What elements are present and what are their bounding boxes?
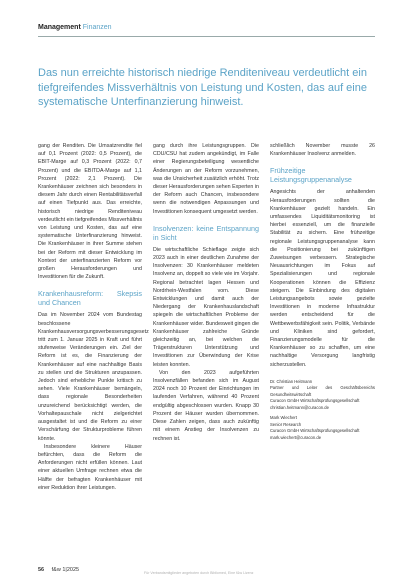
page-footer <box>38 567 79 573</box>
subheading: Insolvenzen: keine Entspannung in Sicht <box>153 223 259 242</box>
author-email: christian.heitmann@curacon.de <box>270 404 329 410</box>
author-contact-2 <box>270 415 375 441</box>
author-name: Mark Wiechert <box>270 415 297 421</box>
author-contact-1 <box>270 379 375 412</box>
paragraph: Von den 2023 aufgeführten Insolvenzfällen befanden sich im August 2024 noch 10 Prozent der Einrichtungen im laufenden Verfahren, während 40 Prozent endgültig abgeschlossen wurden. Knapp 30 Prozent der Häuser wurden übernommen. Diese Zahlen zeigen, dass auch zukünftig mit einem Anstieg der Insolvenzen zu rechnen ist. <box>153 369 259 442</box>
paragraph: schließlich November musste 26 Krankenhäuser Insolvenz anmelden. <box>270 143 375 158</box>
page-number: 56 <box>38 567 45 573</box>
subsection-label: Finanzen <box>82 24 112 31</box>
author-name: Dr. Christian Heitmann <box>270 378 313 384</box>
paragraph: Die wirtschaftliche Schieflage zeigte sich 2023 auch in einer deutlichen Zunahme der Insolvenzen: 30 Krankenhäuser meldeten Insolvenz an, doppelt so viele wie im Vorjahr. Regional betrachtet lagen Hessen und Nordrhein-Westfalen vorn. Diese Entwicklungen und damit auch der Niedergang der Krankenhauslandschaft spiegeln die wirtschaftlichen Probleme der Krankenhäuser wider. Bundesweit gingen die Krankenhäuser zahlreiche Gründe gleichzeitig an, bei welchen die Trägerstrukturen Unterstützung und Investitionen zur Überwindung der Krise leisten konnten. <box>153 246 260 368</box>
text-column-3 <box>270 142 375 445</box>
subheading: Krankenhausreform: Skepsis und Chancen <box>38 289 142 308</box>
paragraph: gang durch ihre Leistungsgruppen. Die CDU/CSU hat zudem angekündigt, im Falle einer Regierungsbeteiligung wesentliche Änderungen an der Reform vorzunehmen, was die Unsicherheit zusätzlich erhöht. Trotz dieser Herausforderungen sehen Experten in der Reform auch Chancen, insbesondere wenn die notwendigen Anpassungen und Investitionen konsequent umgesetzt werden. <box>153 143 259 215</box>
paragraph: Insbesondere kleinere Häuser befürchten, dass die Reform die Anforderungen nicht erfüllen können. Laut einer aktuellen Umfrage rechnen etwa die Hälfte der befragten Krankenhäuser mit einer Reduktion ihrer Leistungen. <box>38 443 142 491</box>
author-company: Curacon GmbH Wirtschaftsprüfungsgesellschaft <box>270 398 360 404</box>
author-company: Curacon GmbH Wirtschaftsprüfungsgesellschaft <box>270 428 360 434</box>
paragraph: Das im November 2024 vom Bundestag beschlossene Krankenhausversorgungsverbesserungsgesetz tritt zum 1. Januar 2025 in Kraft und führt stufenweise Veränderungen ein. Ziel der Reform ist es, die Finanzierung der Krankenhäuser auf eine nachhaltige Basis zu stellen und die Strukturen anzupassen. Jedoch sind erhebliche Punkte kritisch zu sehen. Viele Krankenhäuser bemängeln, dass regionale Besonderheiten unzureichend berücksichtigt werden, die Vorhaltepauschale nicht zielgerichtet ausgestaltet ist und die Reform zu einer Verschärfung der Strukturprobleme führen könnte. <box>38 312 149 442</box>
text-column-1 <box>38 142 149 492</box>
issue-label: f&w 1|2025 <box>51 567 80 573</box>
text-column-2 <box>153 142 259 443</box>
author-email: mark.wiechert@curacon.de <box>270 434 322 440</box>
watermark: Für Verbandsmitglieder angeboten durch Bibliomed, Eine f&w Lizenz <box>144 571 254 575</box>
author-role: Senior Research <box>270 421 302 427</box>
lead-quote: Das nun erreichte historisch niedrige Renditeniveau verdeutlicht ein tiefgreifendes Missverhältnis von Leistung und Kosten, das auf eine systematische Unterfinanzierung hinweist. <box>38 67 367 108</box>
header-rule <box>38 36 375 37</box>
paragraph: Angesichts der anhaltenden Herausforderungen sollten die Krankenhäuser gezielt handeln. Ein umfassendes Liquiditätsmonitoring ist hierbei essenziell, um die finanzielle Stabilität zu sichern. Eine frühzeitige regionale Leistungsgruppenanalyse kann die Positionierung bei zukünftigen Zuweisungen verbessern. Strategische Neuausrichtungen im Fokus auf Spezialisierungen und regionale Kooperationen können die Effizienz steigern. Die Einbindung des digitalen Leistungsangebots sowie gezielte Investitionen in moderne Infrastruktur werden entscheidend für die Wettbewerbsfähigkeit sein. Politik, Verbände und Kliniken sind gefordert, Finanzierungsmodelle für die Krankenhäuser so zu schaffen, um eine nachhaltige Versorgung langfristig sicherzustellen. <box>270 189 375 368</box>
author-role: Partner und Leiter des Geschäftsbereichs Gesundheitswirtschaft <box>270 385 375 397</box>
subheading: Frühzeitige Leistungsgruppenanalyse <box>270 166 352 185</box>
section-label: Management <box>38 24 81 31</box>
author-contacts <box>270 379 375 442</box>
paragraph: gang der Renditen. Die Umsatzrendite fiel auf 0,1 Prozent (2022: 0,5 Prozent), die EBIT-Marge auf 0,3 Prozent (2022: 0,7 Prozent) und die EBITDA-Marge auf 1,1 Prozent (2022: 2,1 Prozent). Die Krankenhäuser zeichnen sich besonders in diesem Jahr durch einen Rentabilitätsverfall auf einen Tiefpunkt aus. Das erreichte, historisch niedrige Renditeniveau verdeutlicht ein tiefgreifendes Missverhältnis von Leistung und Kosten, das auf eine systematische Unterfinanzierung hinweist. Die Krankenhäuser in ihrer Summe stehen bei der Reform mit dieser Entwicklung im Kontext der unterfinanzierten Reform vor großen Herausforderungen und Investitionen für die Zukunft. <box>38 143 142 281</box>
running-header <box>38 24 112 31</box>
